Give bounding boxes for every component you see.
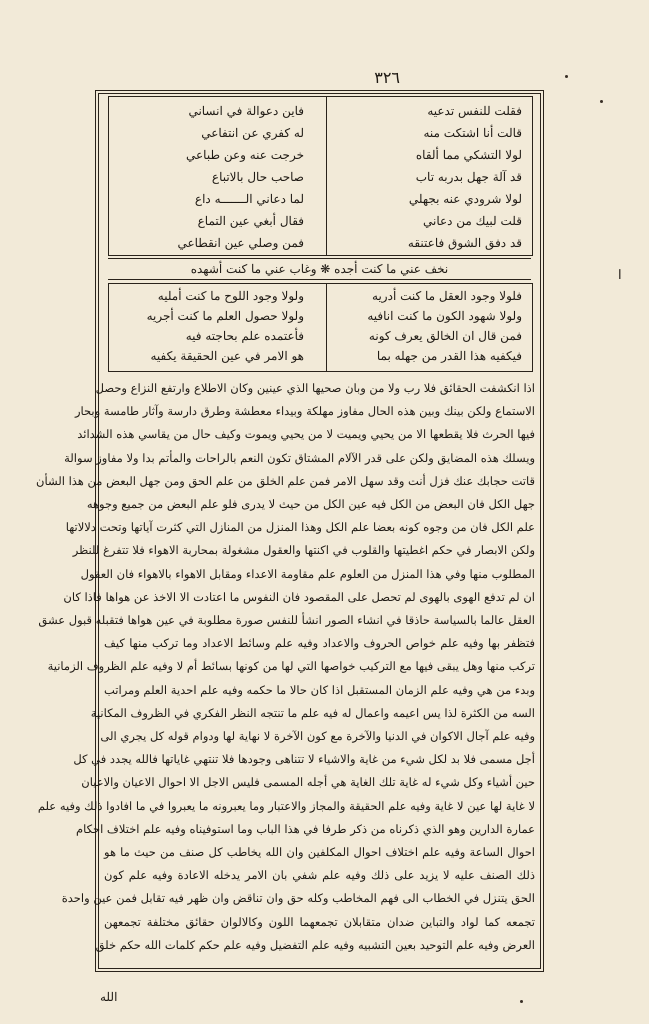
paper-speck — [600, 100, 603, 103]
margin-mark: ا — [618, 268, 622, 283]
catchword: الله — [100, 990, 118, 1004]
verse: خرجت عنه وعن طباعي — [186, 148, 304, 162]
prose-line: العرض وفيه علم التوحيد بعين التشبيه وفيه علم التفضيل وفيه علم حكم كلمات الله حكم خلق — [95, 937, 535, 952]
separator-verse: نخف عني ما كنت أجده ❋ وغاب عني ما كنت أشهده — [108, 258, 531, 280]
verse: قلت لبيك من دعاني — [422, 214, 522, 228]
poem-box-top — [108, 96, 533, 256]
prose-line: قاتت حجابك عنك فزل أنت وقد سهل الامر فمن علم الخلق من علم الحق ومن جهل البعض من هذا الشأن — [36, 473, 535, 488]
prose-block — [36, 377, 535, 957]
poem-top-left-column — [109, 97, 314, 255]
verse: قد دفق الشوق فاعتنقه — [407, 236, 522, 250]
prose-line: فتظفر بها وفيه علم خواص الحروف والاعداد وفيه علم وسائط الاعداد وما تركب منها كيف — [104, 636, 535, 651]
prose-line: الحق يتنزل في الخطاب الى فهم المخاطب وكله حق وان تناقض وان ظهر فيه تقابل فمن عين واحدة — [61, 891, 535, 906]
prose-line: جهل الكل فان البعض من الكل فيه عين الكل من حيث لا يدرى فلو علم البعض من جميع وجوهه — [86, 497, 535, 511]
prose-line: أجل مسمى فلا بد لكل شيء من غاية والاشياء لا تتناهى وجودها فلا تنتهي غاياتها فالله يجدد في كل — [73, 752, 535, 767]
prose-line: حين أشياء وكل شيء له غاية تلك الغاية هي أجله المسمى فليس الاجل الا احوال الاعيان والاعيان — [81, 775, 535, 790]
verse: فقلت للنفس تدعيه — [427, 104, 522, 118]
poem-mid-left-column — [109, 284, 314, 371]
verse: ولولا شهود الكون ما كنت انافيه — [367, 309, 522, 323]
verse: فلولا وجود العقل ما كنت أدريه — [372, 289, 522, 303]
prose-line: تجمعه كما لواد والتباين ضدان متقابلان تجمعهما اللون وكالالوان حقائق مختلفة تجمعهن — [104, 914, 535, 929]
prose-line: ويسلك هذه المضايق ولكن على قدر الآلام المشتاق تكون النعم بالراحات والمأتم بدا ولا مفاوز سوالة — [64, 450, 535, 465]
prose-line: المطلوب منها وفي هذا المنزل من العلوم علم مقاومة الاعداء ومقابل الاهواء بالاهواء فان العقول — [80, 566, 535, 581]
prose-line: عمارة الدارين وهو الذي ذكرناه من ذكر طرفا في هذا الباب وما استوفيناه وفيه علم اختلاف احكام — [76, 821, 535, 836]
poem-box-middle — [108, 283, 533, 372]
verse: فقال أبغي عين التماع — [197, 214, 304, 228]
verse: فمن قال ان الخالق يعرف كونه — [368, 329, 522, 343]
poem-mid-right-column — [326, 284, 532, 371]
verse: صاحب حال بالاتباع — [211, 170, 304, 184]
verse: قد آلة جهل بدربه تاب — [415, 170, 522, 184]
prose-line: ان لم تدفع الهوى بالهوى لم تحصل على المقصود فان النفوس ما اعتادت الا الاخذ عن هواها فاذا كان — [63, 589, 535, 604]
verse: فيكفيه هذا القدر من جهله بما — [376, 349, 522, 363]
prose-line: وبدء من هي وفيه علم الزمان المستقبل اذا كان حالا ما حكمه وفيه علم احدية العلم ومراتب — [104, 682, 535, 697]
verse: قالت أنا اشتكت منه — [423, 126, 522, 140]
prose-line: ذلك الصنف عليه لا يزيد على ذلك وفيه علم شفي بان الامر يدخله الاعادة وفيه علم كون — [104, 868, 535, 883]
paper-speck — [520, 1000, 523, 1003]
verse: فاين دعوالة في انساني — [188, 104, 304, 118]
verse: ولولا وجود اللوح ما كنت أمليه — [157, 289, 304, 303]
verse: فأعتمده علم بحاجته فيه — [185, 329, 304, 343]
prose-line: اذا انكشفت الحقائق فلا رب ولا من وبان صحيها الذي عينين وكان الاطلاع وارتفع النزاع وحصل — [95, 381, 535, 395]
prose-line: السه من الكثرة لذا يس اعيمه واعمال له فيه علم ما تنتجه النظر الفكري في الظروف المكانية — [90, 705, 535, 720]
prose-line: الاستماع ولكن بينك وبين هذه الحال مفاوز مهلكة وبيداء معطشة وطرق دارسة وآثار طامسة وبحار — [74, 404, 535, 419]
poem-top-right-column — [326, 97, 532, 255]
verse: له كفري عن انتفاعي — [201, 126, 304, 140]
verse: هو الامر في عين الحقيقة يكفيه — [150, 349, 304, 363]
prose-line: لا غاية لها عين لا غاية وفيه علم الحقيقة والمجاز والاعتبار وما يعبرونه ما يعبروا في ما افادوا ذلك وفيه علم — [37, 798, 535, 813]
prose-line: تركب منها وهل يبقى فيها مع التركيب خواصها التي لها من كونها بسائط أم لا وفيه علم الظروف الزمانية — [47, 659, 535, 674]
prose-line: علم الكل فان من وجوه كونه بعضا علم الكل وهذا المنزل من المنازل التي كثرت آياتها وتحت دلالاتها — [65, 520, 535, 535]
verse: لما دعاني الـــــــه داع — [194, 192, 304, 206]
prose-line: فيها الحرث فلا يقطعها الا من يحيي ويميت لا من يحيي ويموت وكيف حال من يقاسي هذه الشدائد — [77, 427, 535, 442]
verse: لولا التشكي مما ألقاه — [415, 148, 522, 162]
prose-line: احوال الساعة وفيه علم اختلاف احوال المكلفين وان الله يخاطب كل صنف من حيث ما هو — [104, 845, 535, 859]
prose-line: العقل عالما بالسياسة حاذقا في انشاء الصور انشأ للنفس صورة مطلوبة في عين هواها فتقبله قبول عشق — [38, 613, 535, 627]
prose-line: ولكن الابصار في حكم اغطيتها والقلوب في اكنتها والعقول مشغولة بمحاربة الاهواء فلا تتفرغ للنظر — [72, 543, 535, 558]
verse: لولا شرودي عنه بجهلي — [408, 192, 522, 206]
prose-line: وفيه علم آجال الاكوان في الدنيا والآخرة مع كون الآخرة لا نهاية لها ودوام قوله كل يجري الى — [100, 729, 535, 743]
verse: فمن وصلي عين انقطاعي — [177, 236, 304, 250]
verse: ولولا حصول العلم ما كنت أجريه — [146, 309, 304, 323]
page-number: ٣٢٦ — [374, 68, 400, 87]
paper-speck — [565, 75, 568, 78]
